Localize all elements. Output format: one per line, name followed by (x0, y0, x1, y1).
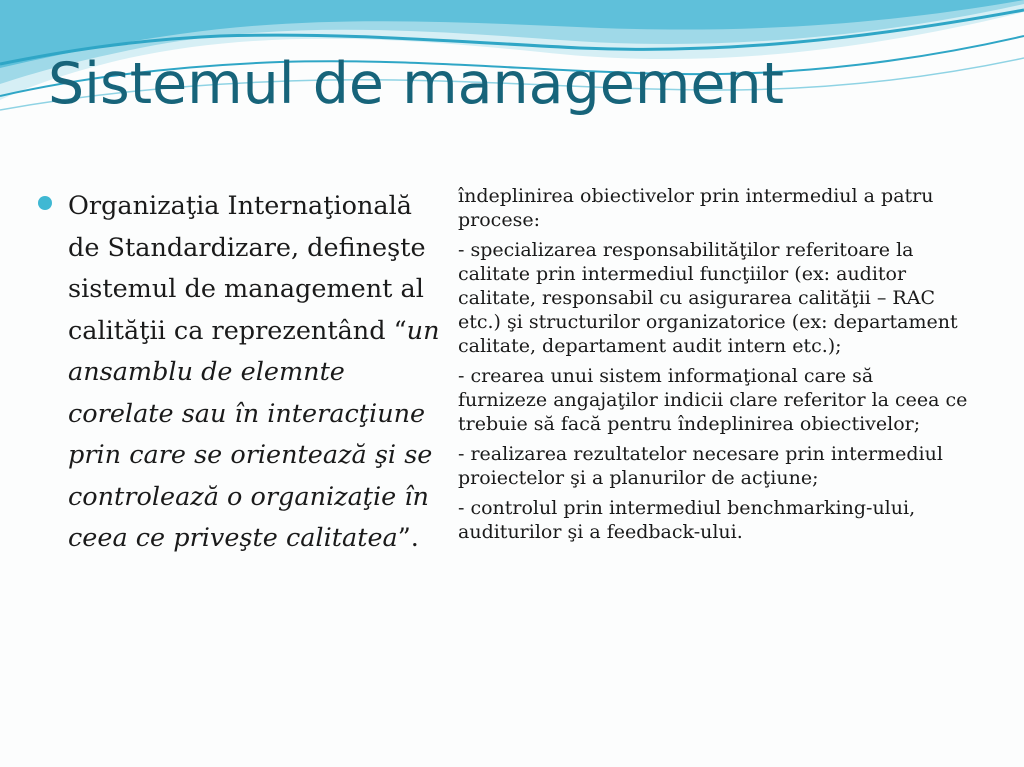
right-column (458, 184, 968, 550)
right-paragraph-process-1: - specializarea responsabilităţilor referitoare la calitate prin intermediul funcţiilor (ex: auditor calitate, responsabil cu asigurarea calităţii – RAC etc.) şi structurilor organizatorice (ex: departament calitate, departament audit intern etc.); (458, 239, 958, 357)
definition-closing: ”. (397, 523, 419, 553)
definition-quote: un ansamblu de elemnte corelate sau în interacţiune prin care se orientează şi se controlează o organizaţie în ceea ce priveşte calitatea (68, 315, 440, 553)
slide-title: Sistemul de management (48, 51, 784, 117)
right-paragraph-process-2: - crearea unui sistem informaţional care să furnizeze angajaţilor indicii clare referitor la ceea ce trebuie să facă pentru îndeplinirea obiectivelor; (458, 365, 968, 435)
right-paragraph-process-3: - realizarea rezultatelor necesare prin intermediul proiectelor şi a planurilor de acţiune; (458, 443, 943, 489)
bullet-dot-icon (38, 196, 52, 210)
right-paragraph-intro: îndeplinirea obiectivelor prin intermediul a patru procese: (458, 185, 934, 231)
right-paragraph-process-4: - controlul prin intermediul benchmarking-ului, auditurilor şi a feedback-ului. (458, 497, 916, 543)
left-bullet-text (68, 186, 440, 560)
definition-intro: Organizaţia Internaţională de Standardizare, defineşte sistemul de management al calităţii ca reprezentând “ (68, 191, 426, 346)
